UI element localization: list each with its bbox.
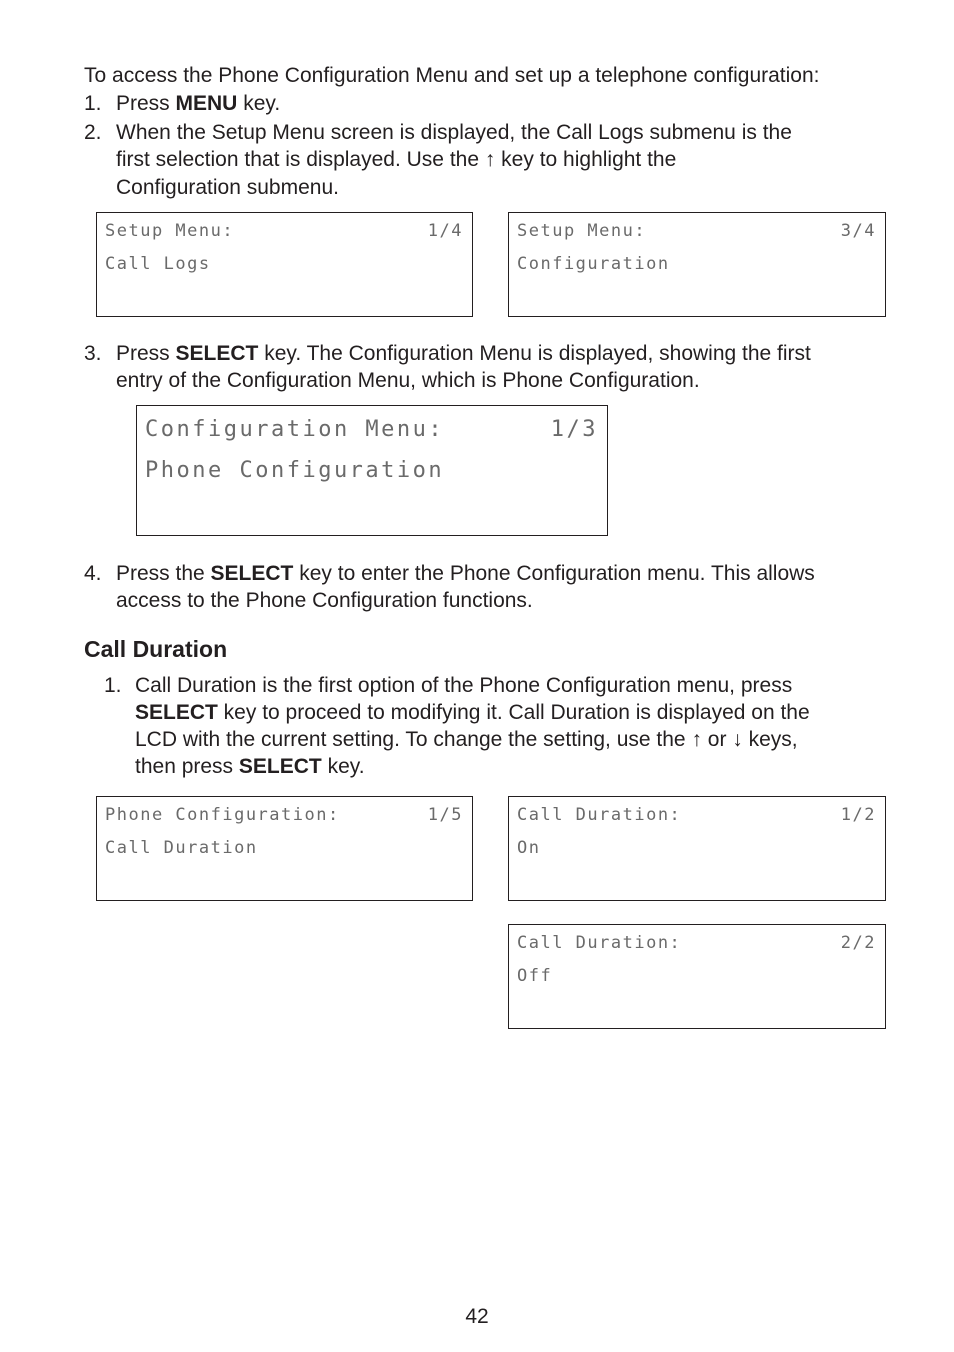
section-heading: Call Duration <box>84 636 228 662</box>
step-2-number: 2. <box>84 121 102 144</box>
page-number: 42 <box>465 1305 489 1328</box>
select-key-label: SELECT <box>175 342 259 365</box>
call-duration-line-2: SELECT key to proceed to modifying it. Call Duration is displayed on the <box>135 701 810 724</box>
step-4-number: 4. <box>84 562 102 585</box>
call-duration-line-1: Call Duration is the first option of the Phone Configuration menu, press <box>135 674 793 697</box>
call-duration-line-4: then press SELECT key. <box>135 755 365 778</box>
lcd-page: 1/3 <box>550 417 598 442</box>
lcd-call-duration-off <box>508 924 886 1029</box>
down-arrow-icon: ↓ <box>732 728 743 751</box>
step-2-line-2: first selection that is displayed. Use the ↑ key to highlight the <box>116 148 677 171</box>
lcd-page: 3/4 <box>840 221 876 241</box>
select-key-label: SELECT <box>135 701 218 724</box>
step-2-line-1: When the Setup Menu screen is displayed, the Call Logs submenu is the <box>116 121 792 144</box>
intro-text: To access the Phone Configuration Menu and set up a telephone configuration: <box>84 64 820 87</box>
step-2-line-3: Configuration submenu. <box>116 176 339 199</box>
lcd-title: Configuration Menu: <box>145 417 445 442</box>
lcd-item: Phone Configuration <box>145 458 445 483</box>
step-4-line-2: access to the Phone Configuration functions. <box>116 589 533 612</box>
lcd-phone-configuration <box>96 796 473 901</box>
up-arrow-icon: ↑ <box>484 148 496 171</box>
lcd-title: Setup Menu: <box>105 221 235 241</box>
lcd-item: Off <box>517 966 553 986</box>
lcd-item: Call Logs <box>105 254 211 274</box>
step-3-line-2: entry of the Configuration Menu, which is Phone Configuration. <box>116 369 700 392</box>
lcd-item: On <box>517 838 541 858</box>
step-1-text: Press MENU key. <box>116 92 281 115</box>
lcd-page: 1/5 <box>427 805 463 825</box>
up-arrow-icon: ↑ <box>691 728 702 751</box>
call-duration-step-number: 1. <box>104 674 122 697</box>
call-duration-line-3: LCD with the current setting. To change the setting, use the ↑ or ↓ keys, <box>135 728 798 751</box>
step-3-line-1: Press SELECT key. The Configuration Menu is displayed, showing the first <box>116 342 811 365</box>
lcd-configuration-menu <box>136 405 608 536</box>
menu-key-label: MENU <box>175 92 238 115</box>
select-key-label: SELECT <box>238 755 322 778</box>
lcd-item: Configuration <box>517 254 670 274</box>
step-4-line-1: Press the SELECT key to enter the Phone Configuration menu. This allows <box>116 562 815 585</box>
select-key-label: SELECT <box>210 562 294 585</box>
lcd-title: Call Duration: <box>517 805 682 825</box>
lcd-page: 2/2 <box>840 933 876 953</box>
lcd-page: 1/4 <box>427 221 463 241</box>
lcd-item: Call Duration <box>105 838 258 858</box>
lcd-call-duration-on <box>508 796 886 901</box>
step-3-number: 3. <box>84 342 102 365</box>
lcd-setup-menu-configuration <box>508 212 886 317</box>
lcd-title: Phone Configuration: <box>105 805 340 825</box>
lcd-title: Setup Menu: <box>517 221 647 241</box>
lcd-title: Call Duration: <box>517 933 682 953</box>
lcd-page: 1/2 <box>840 805 876 825</box>
step-1-number: 1. <box>84 92 102 115</box>
lcd-setup-menu-call-logs <box>96 212 473 317</box>
